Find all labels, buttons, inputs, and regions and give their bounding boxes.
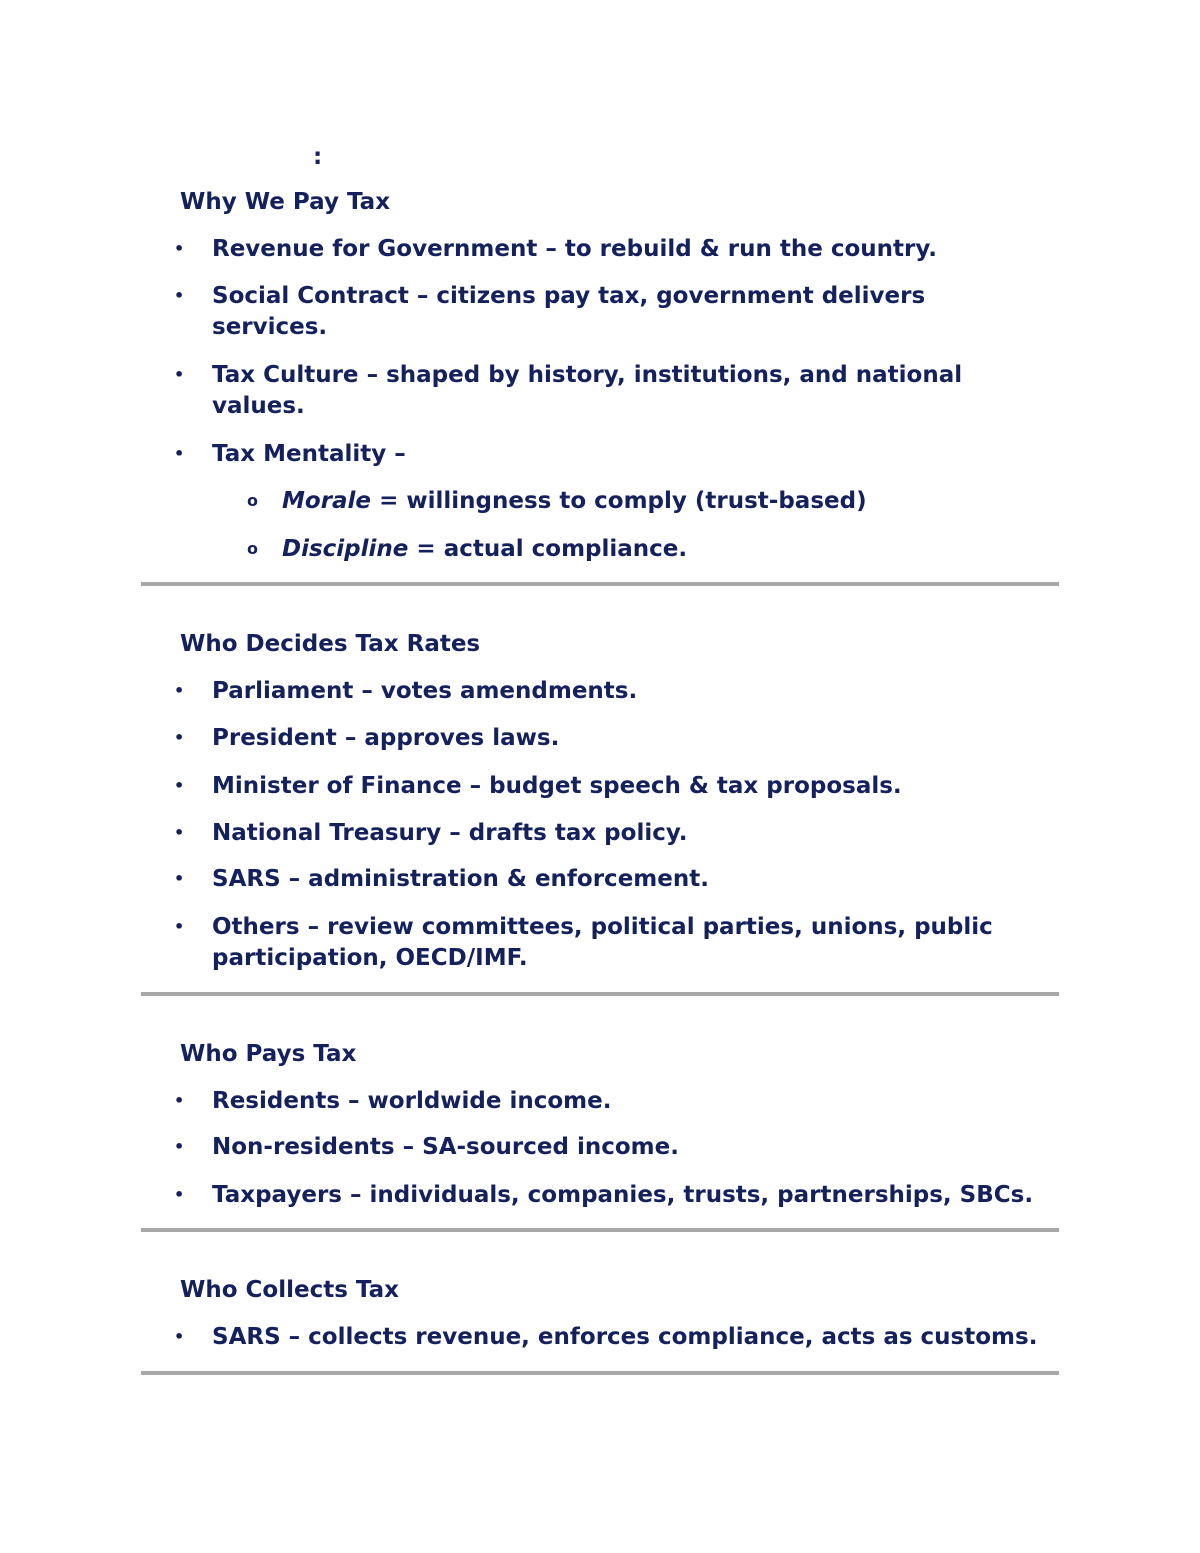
sub-list-item-term: Morale — [282, 488, 372, 514]
bullet-icon: • — [174, 1327, 185, 1346]
list-item-desc: votes amendments. — [380, 678, 638, 704]
list-item-text — [212, 1132, 1042, 1163]
equals: = — [379, 488, 399, 514]
dash: – — [361, 678, 373, 704]
bullet-icon: • — [174, 444, 185, 463]
bullet-icon: • — [174, 776, 185, 795]
list-item-term: Residents — [212, 1088, 341, 1114]
dash: – — [545, 236, 557, 262]
dash: – — [307, 914, 320, 940]
list-item-term: SARS — [212, 1324, 281, 1350]
bullet-icon: • — [174, 728, 185, 747]
list-item-term: Parliament — [212, 678, 354, 704]
list-item-term: Tax Culture — [212, 362, 359, 388]
list-item-text — [212, 1180, 1112, 1211]
bullet-icon: • — [174, 1185, 185, 1204]
list-item-term: Minister of Finance — [212, 773, 462, 799]
section-divider — [141, 582, 1059, 586]
dash: – — [288, 866, 301, 892]
list-item-desc: to rebuild & run the country. — [564, 236, 937, 262]
section-divider — [141, 992, 1059, 996]
section-heading-who-collects-tax: Who Collects Tax — [180, 1277, 400, 1303]
list-item-desc: citizens pay tax, government delivers services. — [212, 283, 926, 340]
dash: – — [402, 1134, 415, 1160]
section-divider — [141, 1228, 1059, 1232]
bullet-icon: • — [174, 1137, 185, 1156]
sub-list-item-desc: actual compliance. — [443, 536, 688, 562]
list-item-term: SARS — [212, 866, 281, 892]
list-item-desc: approves laws. — [364, 725, 560, 751]
dash: – — [469, 773, 482, 799]
dash: – — [394, 441, 406, 467]
list-item-text — [212, 1086, 1042, 1117]
list-item-text — [212, 771, 1042, 802]
dash: – — [366, 362, 379, 388]
list-item-term: Revenue for Government — [212, 236, 538, 262]
bullet-icon: • — [174, 239, 185, 258]
list-item-desc: budget speech & tax proposals. — [489, 773, 902, 799]
list-item-term: Non-residents — [212, 1134, 395, 1160]
section-heading-who-decides-tax-rates: Who Decides Tax Rates — [180, 631, 481, 657]
bullet-icon: • — [174, 917, 185, 936]
list-item-desc: worldwide income. — [367, 1088, 612, 1114]
list-item-text — [212, 864, 1042, 895]
list-item-text — [212, 912, 1042, 974]
list-item-text — [212, 439, 1042, 470]
list-item-text — [212, 676, 1042, 707]
list-item-term: President — [212, 725, 337, 751]
sub-list-item-text — [282, 486, 867, 516]
sub-list-item-text — [282, 534, 687, 564]
top-marker: : — [313, 144, 323, 170]
list-item-term: Others — [212, 914, 300, 940]
dash: – — [344, 725, 357, 751]
list-item-text — [212, 1322, 1112, 1353]
sub-list-item-term: Discipline — [282, 536, 409, 562]
list-item-text — [212, 234, 1042, 265]
list-item-desc: collects revenue, enforces compliance, acts as customs. — [308, 1324, 1038, 1350]
list-item-desc: review committees, political parties, unions, public participation, OECD/IMF. — [212, 914, 993, 971]
equals: = — [416, 536, 436, 562]
section-divider — [141, 1371, 1059, 1375]
list-item-text — [212, 818, 1042, 849]
sub-list-item-desc: willingness to comply (trust-based) — [406, 488, 867, 514]
list-item-text — [212, 360, 1042, 422]
sub-bullet-icon: o — [247, 491, 258, 510]
bullet-icon: • — [174, 869, 185, 888]
list-item-text — [212, 281, 1042, 343]
list-item-desc: drafts tax policy. — [468, 820, 688, 846]
bullet-icon: • — [174, 1091, 185, 1110]
bullet-icon: • — [174, 286, 185, 305]
section-heading-why-we-pay-tax: Why We Pay Tax — [180, 189, 391, 215]
dash: – — [288, 1324, 301, 1350]
sub-bullet-icon: o — [247, 539, 258, 558]
list-item-term: National Treasury — [212, 820, 442, 846]
list-item-term: Taxpayers — [212, 1182, 342, 1208]
dash: – — [348, 1088, 360, 1114]
list-item-desc: shaped by history, institutions, and national values. — [212, 362, 963, 419]
list-item-text — [212, 723, 1042, 754]
list-item-desc: administration & enforcement. — [308, 866, 709, 892]
bullet-icon: • — [174, 681, 185, 700]
dash: – — [416, 283, 429, 309]
list-item-term: Social Contract — [212, 283, 409, 309]
dash: – — [350, 1182, 362, 1208]
list-item-desc: individuals, companies, trusts, partnerships, SBCs. — [369, 1182, 1034, 1208]
list-item-term: Tax Mentality — [212, 441, 387, 467]
bullet-icon: • — [174, 823, 185, 842]
dash: – — [449, 820, 461, 846]
section-heading-who-pays-tax: Who Pays Tax — [180, 1041, 357, 1067]
list-item-desc: SA-sourced income. — [422, 1134, 679, 1160]
bullet-icon: • — [174, 365, 185, 384]
